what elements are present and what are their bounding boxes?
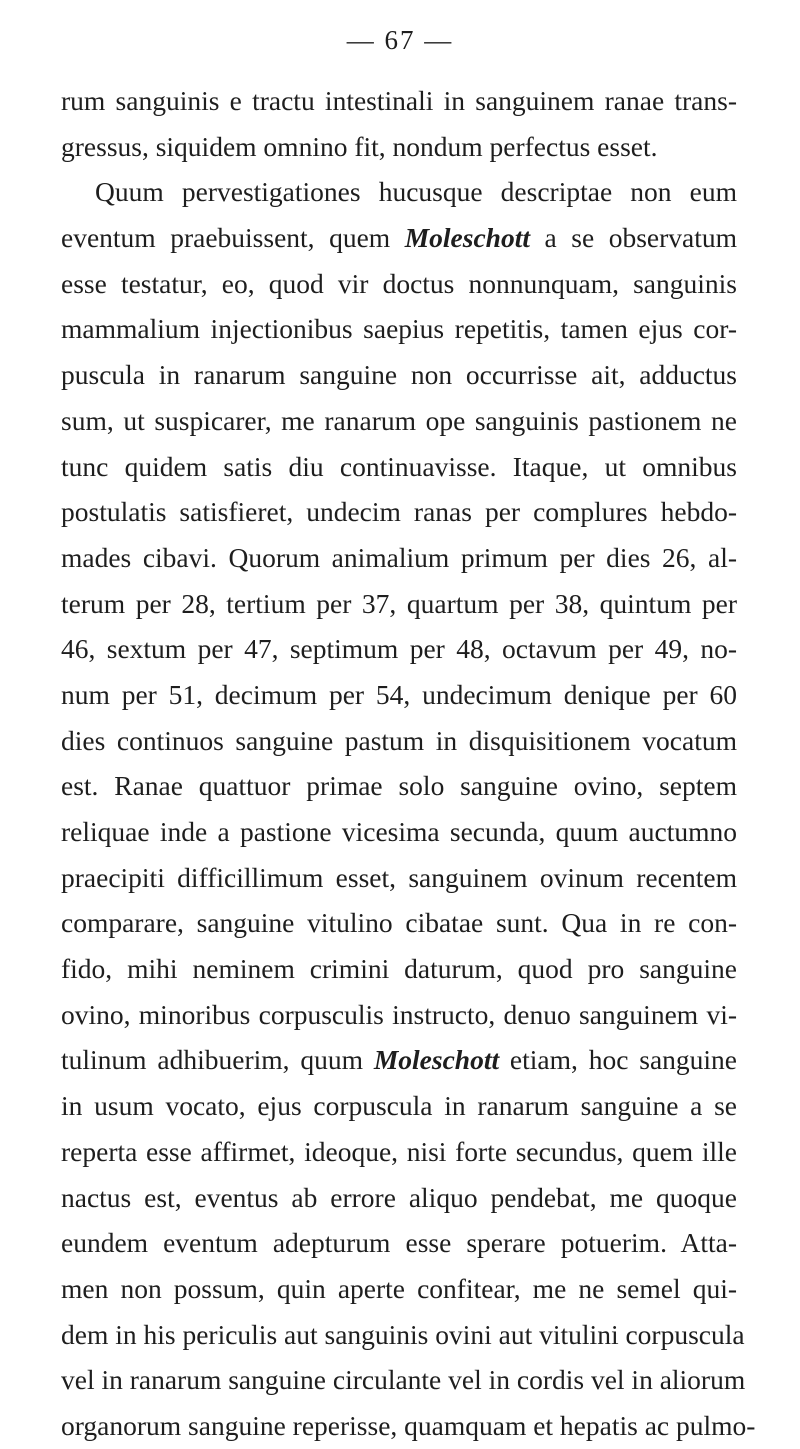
text-line-14: num per 51, decimum per 54, undecimum denique per 60	[61, 678, 737, 710]
text-line-18: praecipiti difficillimum esset, sanguinem ovinum recentem	[61, 861, 737, 893]
author-name: Moleschott	[404, 222, 530, 254]
text-line-10: postulatis satisfieret, undecim ranas per complures hebdo-	[61, 496, 737, 528]
author-name: Moleschott	[373, 1044, 500, 1076]
text-line-13: 46, sextum per 47, septimum per 48, octavum per 49, no-	[61, 633, 737, 665]
text-line-22: tulinum adhibuerim, quum Moleschott etiam, hoc sanguine	[61, 1044, 737, 1076]
text-line-9: tunc quidem satis diu continuavisse. Itaque, ut omnibus	[61, 450, 737, 482]
text-line-26: eundem eventum adepturum esse sperare potuerim. Atta-	[61, 1227, 737, 1259]
text-line-6: mammalium injectionibus saepius repetitis, tamen ejus cor-	[61, 313, 737, 345]
text-line-3: Quum pervestigationes hucusque descriptae non eum	[95, 176, 737, 208]
text-line-2: gressus, siquidem omnino fit, nondum perfectus esset.	[61, 130, 658, 162]
text-line-1: rum sanguinis e tractu intestinali in sanguinem ranae trans-	[61, 85, 737, 116]
text-line-4: eventum praebuissent, quem Moleschott a se observatum	[61, 222, 738, 254]
text-line-15: dies continuos sanguine pastum in disquisitionem vocatum	[61, 724, 737, 756]
text-line-20: fido, mihi neminem crimini daturum, quod pro sanguine	[61, 953, 737, 985]
text-line-23: in usum vocato, ejus corpuscula in ranarum sanguine a se	[61, 1090, 737, 1122]
text-line-8: sum, ut suspicarer, me ranarum ope sanguinis pastionem ne	[61, 404, 737, 436]
text-line-17: reliquae inde a pastione vicesima secunda, quum auctumno	[61, 816, 737, 847]
text-line-5: esse testatur, eo, quod vir doctus nonnunquam, sanguinis	[61, 267, 737, 299]
text-line-24: reperta esse affirmet, ideoque, nisi forte secundus, quem ille	[61, 1135, 737, 1167]
text-line-25: nactus est, eventus ab errore aliquo pendebat, me quoque	[61, 1181, 737, 1213]
body-text	[61, 78, 756, 1449]
text-line-30: organorum sanguine reperisse, quamquam et hepatis ac pulmo-	[61, 1409, 756, 1441]
page-number: — 67 —	[346, 25, 454, 55]
text-line-11: mades cibavi. Quorum animalium primum per dies 26, al-	[61, 541, 737, 573]
text-line-19: comparare, sanguine vitulino cibatae sunt. Qua in re con-	[61, 907, 737, 939]
text-line-28: dem in his periculis aut sanguinis ovini aut vitulini corpuscula	[61, 1318, 745, 1350]
text-line-7: puscula in ranarum sanguine non occurrisse ait, adductus	[61, 359, 737, 391]
text-line-29: vel in ranarum sanguine circulante vel in cordis vel in aliorum	[61, 1364, 746, 1396]
text-line-12: terum per 28, tertium per 37, quartum per 38, quintum per	[61, 587, 737, 619]
text-line-21: ovino, minoribus corpusculis instructo, denuo sanguinem vi-	[61, 998, 737, 1030]
text-line-27: men non possum, quin aperte confitear, me ne semel qui-	[61, 1272, 737, 1304]
text-line-16: est. Ranae quattuor primae solo sanguine ovino, septem	[61, 770, 737, 802]
